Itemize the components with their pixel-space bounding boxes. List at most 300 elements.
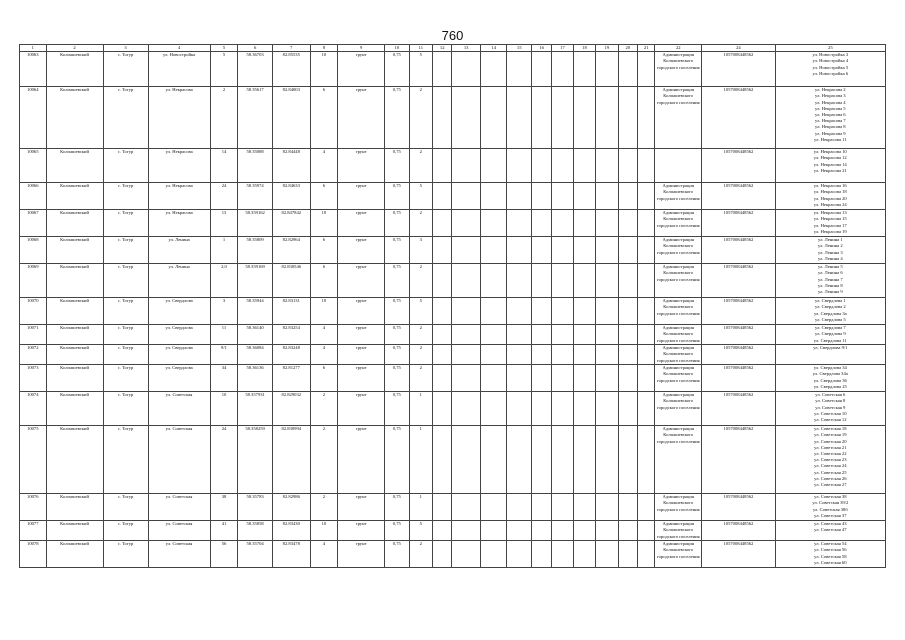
column-header: 4 xyxy=(148,45,210,52)
surface-cell: грунт xyxy=(338,521,385,541)
served-addresses-cell: ул. Свердлова 7 ул. Свердлова 9 ул. Свердлова 11 xyxy=(775,325,885,345)
empty-cell xyxy=(596,365,618,392)
owner-cell: Администрация Колпашевского городского поселения xyxy=(655,345,702,365)
empty-cell xyxy=(507,426,531,494)
empty-cell xyxy=(452,183,481,210)
settlement-cell: с. Тогур xyxy=(103,149,148,183)
empty-cell xyxy=(637,264,654,298)
district-cell: Колпашевский xyxy=(46,365,103,392)
empty-cell xyxy=(552,149,573,183)
latitude-cell: 58.36140 xyxy=(238,325,273,345)
empty-cell xyxy=(573,392,595,426)
empty-cell xyxy=(552,183,573,210)
empty-cell xyxy=(596,494,618,521)
column-header: 25 xyxy=(775,45,885,52)
latitude-cell: 58.35809 xyxy=(238,237,273,264)
street-cell: ул. Свердлова xyxy=(148,365,210,392)
served-addresses-cell: ул. Некрасова 13 ул. Некрасова 15 ул. Некрасова 17 ул. Некрасова 19 xyxy=(775,210,885,237)
latitude-cell: 58.36136 xyxy=(238,365,273,392)
served-addresses-cell: ул. Некрасова 2 ул. Некрасова 3 ул. Некрасова 4 ул. Некрасова 5 ул. Некрасова 6 ул. Некрасова 7 ул. Некрасова 8 ул. Некрасова 9 ул. Некрасова 11 xyxy=(775,87,885,149)
latitude-cell: 58.358259 xyxy=(238,426,273,494)
empty-cell xyxy=(531,426,551,494)
house-cell: 3 xyxy=(210,298,238,325)
latitude-cell: 58.35088 xyxy=(238,149,273,183)
settlement-cell: с. Тогур xyxy=(103,494,148,521)
table-row xyxy=(20,264,886,298)
district-cell: Колпашевский xyxy=(46,183,103,210)
empty-cell xyxy=(573,541,595,568)
column-header: 22 xyxy=(655,45,702,52)
empty-cell xyxy=(531,52,551,87)
settlement-cell: с. Тогур xyxy=(103,426,148,494)
container-count-cell: 2 xyxy=(409,325,432,345)
ogrn-cell: 1057008448562 xyxy=(702,426,775,494)
empty-cell xyxy=(637,365,654,392)
column-header: 16 xyxy=(531,45,551,52)
column-header: 1 xyxy=(20,45,47,52)
volume-cell: 0,75 xyxy=(385,521,409,541)
empty-cell xyxy=(618,210,637,237)
area-cell: 6 xyxy=(310,264,338,298)
longitude-cell: 82.83254 xyxy=(272,325,310,345)
empty-cell xyxy=(531,541,551,568)
district-cell: Колпашевский xyxy=(46,298,103,325)
empty-cell xyxy=(452,237,481,264)
empty-cell xyxy=(618,149,637,183)
street-cell: ул. Советская xyxy=(148,541,210,568)
empty-cell xyxy=(552,298,573,325)
empty-cell xyxy=(596,264,618,298)
owner-cell: Администрация Колпашевского городского поселения xyxy=(655,494,702,521)
empty-cell xyxy=(452,52,481,87)
empty-cell xyxy=(596,298,618,325)
ogrn-cell: 1057008448562 xyxy=(702,494,775,521)
column-header: 7 xyxy=(272,45,310,52)
area-cell: 4 xyxy=(310,345,338,365)
empty-cell xyxy=(452,494,481,521)
empty-cell xyxy=(452,325,481,345)
row-number: 10074 xyxy=(20,392,47,426)
empty-cell xyxy=(433,237,452,264)
container-count-cell: 1 xyxy=(409,426,432,494)
row-number: 10076 xyxy=(20,494,47,521)
container-count-cell: 5 xyxy=(409,52,432,87)
surface-cell: грунт xyxy=(338,325,385,345)
container-count-cell: 2 xyxy=(409,149,432,183)
longitude-cell: 82.847842 xyxy=(272,210,310,237)
empty-cell xyxy=(552,264,573,298)
house-cell: 9/1 xyxy=(210,345,238,365)
empty-cell xyxy=(433,365,452,392)
empty-cell xyxy=(596,87,618,149)
served-addresses-cell: ул. Советская 54 ул. Советская 56 ул. Советская 58 ул. Советская 60 xyxy=(775,541,885,568)
settlement-cell: с. Тогур xyxy=(103,210,148,237)
longitude-cell: 82.82964 xyxy=(272,237,310,264)
district-cell: Колпашевский xyxy=(46,541,103,568)
owner-cell: Администрация Колпашевского городского поселения xyxy=(655,392,702,426)
empty-cell xyxy=(480,237,507,264)
empty-cell xyxy=(531,392,551,426)
empty-cell xyxy=(596,325,618,345)
container-count-cell: 2 xyxy=(409,365,432,392)
ogrn-cell: 1057008448562 xyxy=(702,210,775,237)
empty-cell xyxy=(480,494,507,521)
empty-cell xyxy=(433,264,452,298)
table-row xyxy=(20,183,886,210)
served-addresses-cell: ул. Свердлова 9/1 xyxy=(775,345,885,365)
ogrn-cell: 1057008448562 xyxy=(702,365,775,392)
empty-cell xyxy=(618,494,637,521)
street-cell: ул. Некрасова xyxy=(148,183,210,210)
settlement-cell: с. Тогур xyxy=(103,392,148,426)
row-number: 10078 xyxy=(20,541,47,568)
district-cell: Колпашевский xyxy=(46,325,103,345)
district-cell: Колпашевский xyxy=(46,210,103,237)
empty-cell xyxy=(596,237,618,264)
house-cell: 14 xyxy=(210,149,238,183)
empty-cell xyxy=(433,298,452,325)
settlement-cell: с. Тогур xyxy=(103,365,148,392)
longitude-cell: 82.83131 xyxy=(272,298,310,325)
longitude-cell: 82.830546 xyxy=(272,264,310,298)
empty-cell xyxy=(552,87,573,149)
container-count-cell: 2 xyxy=(409,210,432,237)
container-count-cell: 2 xyxy=(409,87,432,149)
empty-cell xyxy=(618,426,637,494)
empty-cell xyxy=(552,426,573,494)
empty-cell xyxy=(480,541,507,568)
empty-cell xyxy=(618,365,637,392)
volume-cell: 0,75 xyxy=(385,52,409,87)
empty-cell xyxy=(573,210,595,237)
ogrn-cell: 1057008448562 xyxy=(702,52,775,87)
empty-cell xyxy=(480,345,507,365)
empty-cell xyxy=(637,541,654,568)
street-cell: ул. Советская xyxy=(148,426,210,494)
table-row xyxy=(20,365,886,392)
column-header: 17 xyxy=(552,45,573,52)
longitude-cell: 82.84003 xyxy=(272,87,310,149)
area-cell: 4 xyxy=(310,149,338,183)
empty-cell xyxy=(618,87,637,149)
longitude-cell: 82.830994 xyxy=(272,426,310,494)
column-header: 18 xyxy=(573,45,595,52)
table-row xyxy=(20,149,886,183)
empty-cell xyxy=(433,392,452,426)
volume-cell: 0,75 xyxy=(385,149,409,183)
empty-cell xyxy=(433,426,452,494)
container-count-cell: 2 xyxy=(409,345,432,365)
empty-cell xyxy=(552,52,573,87)
empty-cell xyxy=(480,426,507,494)
empty-cell xyxy=(618,52,637,87)
empty-cell xyxy=(531,365,551,392)
area-cell: 10 xyxy=(310,210,338,237)
longitude-cell: 82.83478 xyxy=(272,541,310,568)
empty-cell xyxy=(637,87,654,149)
empty-cell xyxy=(637,325,654,345)
surface-cell: грунт xyxy=(338,494,385,521)
house-cell: 1 xyxy=(210,237,238,264)
empty-cell xyxy=(507,392,531,426)
empty-cell xyxy=(433,183,452,210)
settlement-cell: с. Тогур xyxy=(103,52,148,87)
served-addresses-cell: ул. Свердлова 1 ул. Свердлова 2 ул. Свердлова 3а ул. Свердлова 5 xyxy=(775,298,885,325)
table-row xyxy=(20,298,886,325)
empty-cell xyxy=(480,210,507,237)
owner-cell: Администрация Колпашевского городского поселения xyxy=(655,541,702,568)
empty-cell xyxy=(552,210,573,237)
volume-cell: 0,75 xyxy=(385,365,409,392)
empty-cell xyxy=(507,521,531,541)
container-count-cell: 5 xyxy=(409,521,432,541)
empty-cell xyxy=(507,298,531,325)
longitude-cell: 82.83430 xyxy=(272,521,310,541)
empty-cell xyxy=(480,392,507,426)
ogrn-cell: 1057008448562 xyxy=(702,392,775,426)
empty-cell xyxy=(507,325,531,345)
empty-cell xyxy=(433,541,452,568)
owner-cell: Администрация Колпашевского городского поселения xyxy=(655,210,702,237)
house-cell: 11 xyxy=(210,325,238,345)
street-cell: ул. Некрасова xyxy=(148,210,210,237)
longitude-cell: 82.829032 xyxy=(272,392,310,426)
latitude-cell: 58.35704 xyxy=(238,541,273,568)
volume-cell: 0,75 xyxy=(385,345,409,365)
table-row xyxy=(20,494,886,521)
row-number: 10065 xyxy=(20,149,47,183)
empty-cell xyxy=(480,298,507,325)
latitude-cell: 58.35783 xyxy=(238,494,273,521)
street-cell: ул. Некрасова xyxy=(148,87,210,149)
house-cell: 13 xyxy=(210,210,238,237)
area-cell: 4 xyxy=(310,541,338,568)
column-header: 8 xyxy=(310,45,338,52)
longitude-cell: 82.82986 xyxy=(272,494,310,521)
owner-cell: Администрация Колпашевского городского поселения xyxy=(655,365,702,392)
empty-cell xyxy=(596,52,618,87)
settlement-cell: с. Тогур xyxy=(103,325,148,345)
table-body xyxy=(20,52,886,568)
column-header: 13 xyxy=(452,45,481,52)
empty-cell xyxy=(452,87,481,149)
empty-cell xyxy=(573,345,595,365)
empty-cell xyxy=(596,210,618,237)
area-cell: 6 xyxy=(310,365,338,392)
owner-cell: Администрация Колпашевского городского поселения xyxy=(655,87,702,149)
volume-cell: 0,75 xyxy=(385,298,409,325)
empty-cell xyxy=(507,237,531,264)
empty-cell xyxy=(618,541,637,568)
column-header: 9 xyxy=(338,45,385,52)
empty-cell xyxy=(531,183,551,210)
empty-cell xyxy=(618,521,637,541)
settlement-cell: с. Тогур xyxy=(103,298,148,325)
empty-cell xyxy=(452,264,481,298)
served-addresses-cell: ул. Свердлова 34 ул. Свердлова 34а ул. Свердлова 36 ул. Свердлова 25 xyxy=(775,365,885,392)
empty-cell xyxy=(452,365,481,392)
empty-cell xyxy=(452,298,481,325)
longitude-cell: 82.85535 xyxy=(272,52,310,87)
container-count-cell: 5 xyxy=(409,298,432,325)
container-count-cell: 5 xyxy=(409,183,432,210)
empty-cell xyxy=(552,521,573,541)
ogrn-cell: 1057008448562 xyxy=(702,325,775,345)
served-addresses-cell: ул. Некрасова 10 ул. Некрасова 12 ул. Некрасова 14 ул. Некрасова 21 xyxy=(775,149,885,183)
empty-cell xyxy=(480,183,507,210)
house-cell: 34 xyxy=(210,365,238,392)
empty-cell xyxy=(480,325,507,345)
row-number: 10063 xyxy=(20,52,47,87)
served-addresses-cell: ул. Новостройка 3 ул. Новостройка 4 ул. Новостройка 5 ул. Новостройка 6 xyxy=(775,52,885,87)
empty-cell xyxy=(596,345,618,365)
empty-cell xyxy=(637,149,654,183)
empty-cell xyxy=(531,345,551,365)
empty-cell xyxy=(433,345,452,365)
area-cell: 10 xyxy=(310,52,338,87)
street-cell: ул. Советская xyxy=(148,494,210,521)
empty-cell xyxy=(637,237,654,264)
register-table xyxy=(19,44,886,568)
empty-cell xyxy=(507,494,531,521)
served-addresses-cell: ул. Ленина 1 ул. Ленина 2 ул. Ленина 3 ул. Ленина 4 xyxy=(775,237,885,264)
longitude-cell: 82.84633 xyxy=(272,183,310,210)
empty-cell xyxy=(433,494,452,521)
column-header: 2 xyxy=(46,45,103,52)
table-row xyxy=(20,521,886,541)
longitude-cell: 82.81277 xyxy=(272,365,310,392)
column-header: 19 xyxy=(596,45,618,52)
empty-cell xyxy=(637,494,654,521)
empty-cell xyxy=(507,345,531,365)
column-header: 20 xyxy=(618,45,637,52)
row-number: 10073 xyxy=(20,365,47,392)
owner-cell xyxy=(655,149,702,183)
empty-cell xyxy=(637,210,654,237)
empty-cell xyxy=(507,149,531,183)
street-cell: ул. Новостройка xyxy=(148,52,210,87)
house-cell: 10 xyxy=(210,392,238,426)
empty-cell xyxy=(480,521,507,541)
owner-cell: Администрация Колпашевского городского поселения xyxy=(655,183,702,210)
longitude-cell: 82.83248 xyxy=(272,345,310,365)
street-cell: ул. Свердлова xyxy=(148,325,210,345)
table-row xyxy=(20,52,886,87)
ogrn-cell: 1057008448562 xyxy=(702,237,775,264)
empty-cell xyxy=(507,210,531,237)
district-cell: Колпашевский xyxy=(46,237,103,264)
served-addresses-cell: ул. Советская 38 ул. Советская 39/2 ул. Советская 38б ул. Советская 37 xyxy=(775,494,885,521)
volume-cell: 0,75 xyxy=(385,541,409,568)
container-count-cell: 3 xyxy=(409,237,432,264)
house-cell: 2,0 xyxy=(210,264,238,298)
empty-cell xyxy=(596,183,618,210)
empty-cell xyxy=(531,494,551,521)
area-cell: 10 xyxy=(310,298,338,325)
empty-cell xyxy=(452,541,481,568)
area-cell: 2 xyxy=(310,426,338,494)
empty-cell xyxy=(573,52,595,87)
container-count-cell: 2 xyxy=(409,541,432,568)
area-cell: 6 xyxy=(310,183,338,210)
empty-cell xyxy=(507,264,531,298)
empty-cell xyxy=(637,345,654,365)
empty-cell xyxy=(531,264,551,298)
house-cell: 5 xyxy=(210,52,238,87)
empty-cell xyxy=(433,325,452,345)
surface-cell: грунт xyxy=(338,87,385,149)
empty-cell xyxy=(552,392,573,426)
row-number: 10077 xyxy=(20,521,47,541)
empty-cell xyxy=(618,237,637,264)
table-row xyxy=(20,541,886,568)
area-cell: 6 xyxy=(310,237,338,264)
surface-cell: грунт xyxy=(338,345,385,365)
row-number: 10067 xyxy=(20,210,47,237)
latitude-cell: 58.359162 xyxy=(238,210,273,237)
table-row xyxy=(20,345,886,365)
empty-cell xyxy=(433,87,452,149)
empty-cell xyxy=(531,149,551,183)
table-row xyxy=(20,237,886,264)
area-cell: 2 xyxy=(310,494,338,521)
header-row xyxy=(20,45,886,52)
district-cell: Колпашевский xyxy=(46,426,103,494)
row-number: 10070 xyxy=(20,298,47,325)
empty-cell xyxy=(507,183,531,210)
settlement-cell: с. Тогур xyxy=(103,541,148,568)
empty-cell xyxy=(618,392,637,426)
owner-cell: Администрация Колпашевского городского поселения xyxy=(655,426,702,494)
row-number: 10064 xyxy=(20,87,47,149)
district-cell: Колпашевский xyxy=(46,345,103,365)
table-row xyxy=(20,87,886,149)
street-cell: ул. Советская xyxy=(148,392,210,426)
empty-cell xyxy=(531,325,551,345)
surface-cell: грунт xyxy=(338,365,385,392)
served-addresses-cell: ул. Советская 43 ул. Советская 47 xyxy=(775,521,885,541)
column-header: 14 xyxy=(480,45,507,52)
house-cell: 2 xyxy=(210,87,238,149)
empty-cell xyxy=(452,426,481,494)
ogrn-cell: 1057008448562 xyxy=(702,541,775,568)
column-header: 21 xyxy=(637,45,654,52)
empty-cell xyxy=(573,87,595,149)
empty-cell xyxy=(531,210,551,237)
owner-cell: Администрация Колпашевского городского поселения xyxy=(655,325,702,345)
house-cell: 24 xyxy=(210,183,238,210)
empty-cell xyxy=(507,541,531,568)
ogrn-cell: 1057008448562 xyxy=(702,149,775,183)
empty-cell xyxy=(573,298,595,325)
district-cell: Колпашевский xyxy=(46,264,103,298)
empty-cell xyxy=(480,264,507,298)
empty-cell xyxy=(618,183,637,210)
empty-cell xyxy=(618,264,637,298)
column-header: 3 xyxy=(103,45,148,52)
settlement-cell: с. Тогур xyxy=(103,183,148,210)
ogrn-cell: 1057008448562 xyxy=(702,183,775,210)
empty-cell xyxy=(596,541,618,568)
empty-cell xyxy=(596,426,618,494)
empty-cell xyxy=(452,345,481,365)
surface-cell: грунт xyxy=(338,149,385,183)
settlement-cell: с. Тогур xyxy=(103,264,148,298)
empty-cell xyxy=(552,345,573,365)
empty-cell xyxy=(452,210,481,237)
row-number: 10075 xyxy=(20,426,47,494)
empty-cell xyxy=(552,365,573,392)
